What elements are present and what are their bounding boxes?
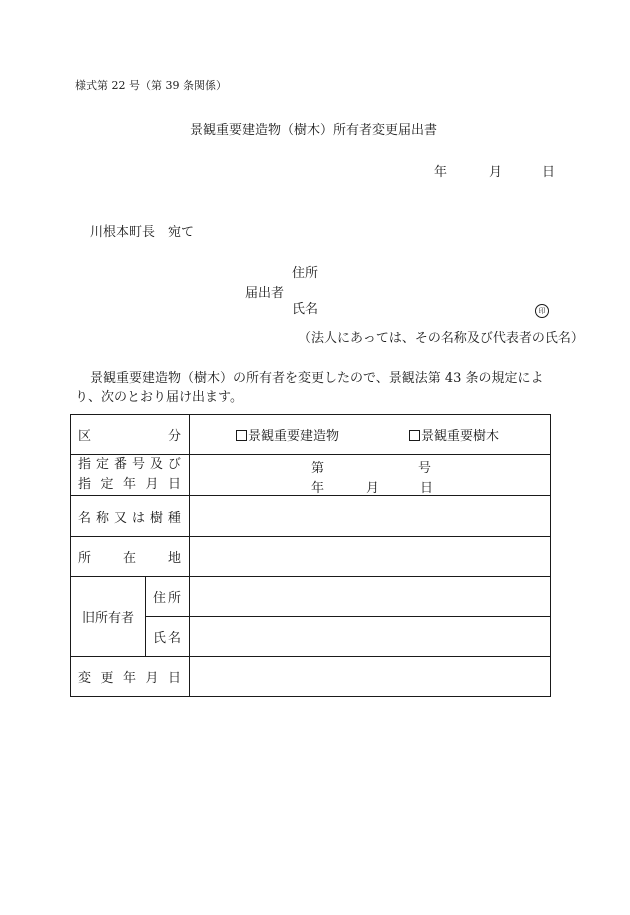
label-char: 定 xyxy=(95,457,109,472)
table-row-change-date xyxy=(71,657,551,697)
table-row-designation xyxy=(71,455,551,496)
date-day-label: 日 xyxy=(542,165,556,180)
designation-value-cell[interactable] xyxy=(190,455,551,496)
checkbox-icon[interactable] xyxy=(409,430,420,441)
location-label-cell xyxy=(71,537,190,577)
old-owner-label-cell xyxy=(71,577,146,657)
label-char: は xyxy=(131,510,145,526)
label-char: 樹 xyxy=(149,510,163,526)
tree-option[interactable] xyxy=(409,425,499,444)
tree-option-label: 景観重要樹木 xyxy=(421,429,500,444)
category-label-cell xyxy=(71,415,190,455)
label-char: 年 xyxy=(122,477,136,492)
label-char: 年 xyxy=(122,671,136,686)
notifier-name-label: 氏名 xyxy=(292,302,319,317)
date-year-label: 年 xyxy=(434,165,448,180)
designation-number-prefix: 第 xyxy=(311,461,325,476)
label-char: び xyxy=(167,457,181,472)
label-char: 所 xyxy=(78,551,92,566)
label-char: 更 xyxy=(100,671,114,686)
category-options-cell xyxy=(190,415,551,455)
date-month-label: 月 xyxy=(489,165,503,180)
addressee: 川根本町長 宛て xyxy=(90,225,195,240)
old-owner-name-value-cell[interactable] xyxy=(190,617,551,657)
designation-date-year: 年 xyxy=(311,481,325,496)
table-row-location xyxy=(71,537,551,577)
label-char: 号 xyxy=(131,457,145,472)
notifier-address-label: 住所 xyxy=(292,266,319,281)
label-char: 指 xyxy=(78,457,92,472)
label-char: 定 xyxy=(100,477,114,492)
label-char: 月 xyxy=(145,671,159,686)
label-char: 月 xyxy=(145,477,159,492)
notification-table xyxy=(70,414,551,697)
old-owner-label: 旧所有者 xyxy=(81,611,134,626)
label-char: 種 xyxy=(167,510,181,526)
page-title: 景観重要建造物（樹木）所有者変更届出書 xyxy=(190,123,438,138)
label-char: 及 xyxy=(149,457,163,472)
label-char: 名 xyxy=(78,510,92,526)
old-owner-name-label-cell xyxy=(146,617,190,657)
label-char: 変 xyxy=(78,671,92,686)
table-row-old-owner-address xyxy=(71,577,551,617)
old-owner-address-label-cell xyxy=(146,577,190,617)
body-text-line1: 景観重要建造物（樹木）の所有者を変更したので、景観法第 43 条の規定によ xyxy=(90,371,544,386)
designation-date-day: 日 xyxy=(420,481,434,496)
change-date-label-cell xyxy=(71,657,190,697)
body-text-line2: り、次のとおり届け出ます。 xyxy=(75,390,243,405)
label-char: 在 xyxy=(122,551,136,566)
label-char: 名 xyxy=(167,631,181,646)
category-label-char: 分 xyxy=(167,429,181,444)
designation-number-suffix: 号 xyxy=(418,461,432,476)
change-date-value-cell[interactable] xyxy=(190,657,551,697)
location-value-cell[interactable] xyxy=(190,537,551,577)
corporate-note: （法人にあっては、その名称及び代表者の氏名） xyxy=(298,331,584,346)
label-char: 日 xyxy=(167,477,181,492)
building-option-label: 景観重要建造物 xyxy=(248,429,340,444)
seal-icon: 印 xyxy=(535,298,549,318)
label-char: 番 xyxy=(113,457,127,472)
building-option[interactable] xyxy=(236,425,339,444)
table-row-category xyxy=(71,415,551,455)
old-owner-address-value-cell[interactable] xyxy=(190,577,551,617)
label-char: 称 xyxy=(95,510,109,526)
designation-date-month: 月 xyxy=(366,481,380,496)
name-label-cell xyxy=(71,496,190,537)
checkbox-icon[interactable] xyxy=(236,430,247,441)
category-label-char: 区 xyxy=(78,429,92,444)
label-char: 氏 xyxy=(153,631,167,646)
form-number: 様式第 22 号（第 39 条関係） xyxy=(75,79,227,92)
label-char: 地 xyxy=(167,551,181,566)
notifier-label: 届出者 xyxy=(245,286,285,301)
label-char: 住 xyxy=(153,591,167,606)
table-row-name xyxy=(71,496,551,537)
designation-label-cell xyxy=(71,455,190,496)
label-char: 所 xyxy=(167,591,181,606)
label-char: 指 xyxy=(78,477,92,492)
name-value-cell[interactable] xyxy=(190,496,551,537)
label-char: 日 xyxy=(167,671,181,686)
label-char: 又 xyxy=(113,510,127,526)
